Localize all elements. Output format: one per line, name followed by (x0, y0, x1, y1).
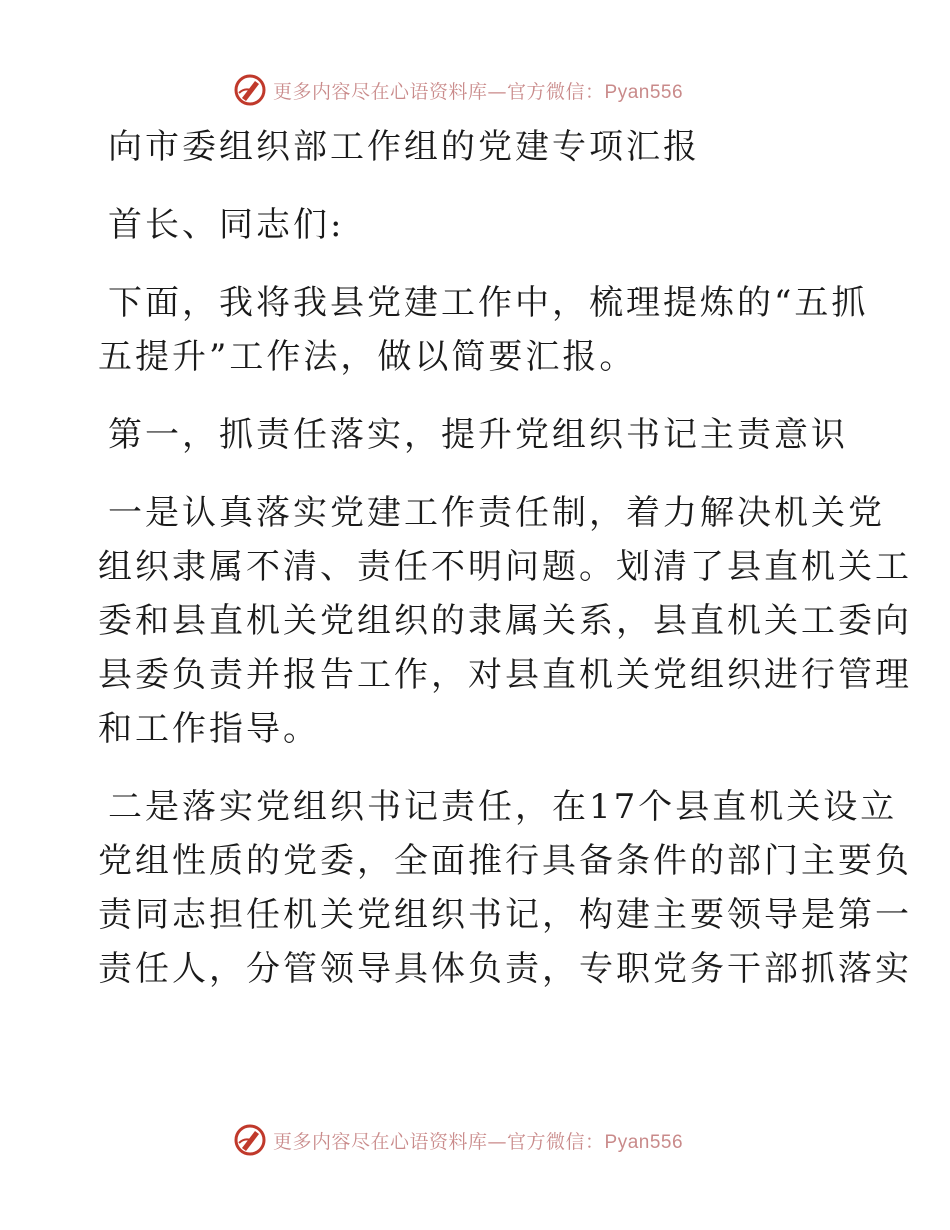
footer-watermark (233, 1122, 683, 1158)
watermark-wechat-id: Pyan556 (604, 81, 684, 103)
pen-logo-icon (233, 73, 267, 107)
paragraph-line: 一是认真落实党建工作责任制，着力解决机关党 (108, 493, 885, 533)
paragraph (98, 780, 912, 996)
paragraph-line: 五提升”工作法，做以简要汇报。 (98, 337, 637, 377)
watermark-text: 更多内容尽在心语资料库—官方微信： (273, 1130, 605, 1153)
paragraph-line: 第一，抓责任落实，提升党组织书记主责意识 (108, 415, 848, 455)
salutation: 首长、同志们: (108, 205, 345, 245)
document-body (98, 120, 912, 996)
paragraph-line: 二是落实党组织书记责任，在17个县直机关设立 (108, 787, 898, 827)
paragraph (98, 486, 912, 756)
paragraph-line: 下面，我将我县党建工作中，梳理提炼的“五抓 (108, 283, 869, 323)
paragraph-line: 责任人，分管领导具体负责，专职党务干部抓落实 (98, 949, 912, 989)
paragraph-line: 责同志担任机关党组织书记，构建主要领导是第一 (98, 895, 912, 935)
watermark-wechat-id: Pyan556 (604, 1131, 684, 1153)
pen-logo-icon (233, 1123, 267, 1157)
paragraph-line: 组织隶属不清、责任不明问题。划清了县直机关工 (98, 547, 912, 587)
paragraph-line: 县委负责并报告工作，对县直机关党组织进行管理 (98, 655, 912, 695)
paragraph-line: 党组性质的党委，全面推行具备条件的部门主要负 (98, 841, 912, 881)
paragraph (98, 276, 869, 384)
watermark-text: 更多内容尽在心语资料库—官方微信： (273, 80, 605, 103)
document-title: 向市委组织部工作组的党建专项汇报 (108, 127, 700, 167)
paragraph-line: 和工作指导。 (98, 709, 320, 749)
section-heading (98, 408, 858, 462)
header-watermark (233, 72, 683, 108)
paragraph-line: 委和县直机关党组织的隶属关系，县直机关工委向 (98, 601, 912, 641)
